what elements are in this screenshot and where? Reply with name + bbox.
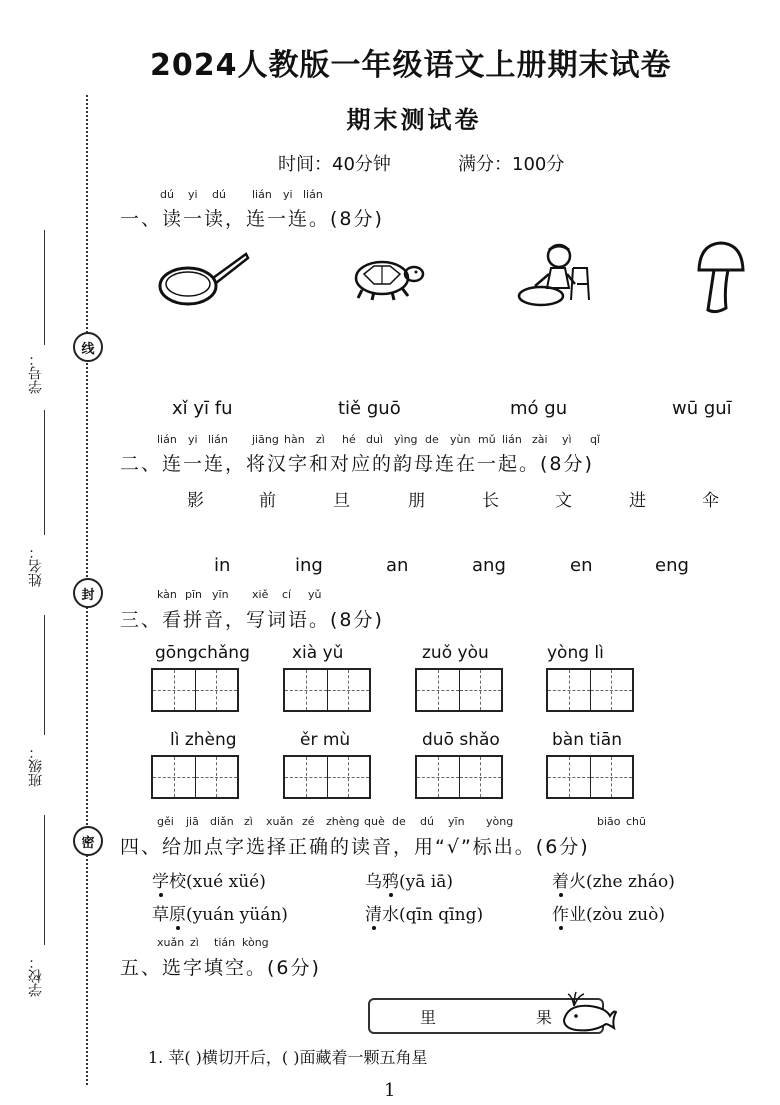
choice-guo: 果 [535,1007,552,1027]
section1-pinyin-5: lián [303,188,323,201]
school-field[interactable] [44,815,45,945]
question-5-1: 1. 苹( )横切开后，( )面藏着一颗五角星 [148,1048,428,1067]
section4-item-1: 乌鸦(yā iā) [365,872,453,892]
section4-pinyin-10: yīn [448,815,465,828]
writing-grid-7[interactable] [415,755,503,799]
section4-title: 四、给加点字选择正确的读音，用“√”标出。(6分) [120,836,590,858]
seal-seal: 封 [73,578,103,608]
section2-char-3: 朋 [408,491,425,511]
section1-word-1: tiě guō [338,398,401,419]
student-name-label: 姓名： [28,545,44,587]
section2-title: 二、连一连，将汉字和对应的韵母连在一起。(8分) [120,453,594,475]
section3-pinyin-5: yǔ [308,588,322,601]
section3-pinyin-0: kàn [157,588,177,601]
section2-pinyin-2: lián [208,433,228,446]
section5-pinyin-1: zì [190,936,199,949]
dotted-char: 作 [552,905,569,925]
student-number-label: 学号： [28,352,44,394]
section3-row1-word-3: yòng lì [547,643,604,663]
writing-grid-3[interactable] [415,668,503,712]
section4-pinyin-3: zì [244,815,253,828]
section4-item-5: 作业(zòu zuò) [552,905,665,925]
section2-final-3: ang [472,555,506,576]
section2-pinyin-10: yùn [450,433,471,446]
section1-pinyin-0: dú [160,188,174,201]
section2-final-4: en [570,555,593,576]
section2-pinyin-3: jiāng [252,433,279,446]
section2-final-1: ing [295,555,323,576]
section2-pinyin-1: yi [188,433,198,446]
section3-row2-word-1: ěr mù [300,730,351,750]
section1-word-2: mó gu [510,398,568,419]
section4-pinyin-9: dú [420,815,434,828]
section4-pinyin-2: diǎn [210,815,234,828]
score-label: 满分：100分 [458,154,565,175]
section4-pinyin-13: chū [626,815,646,828]
section4-pinyin-7: què [364,815,385,828]
section2-final-2: an [386,555,409,576]
section4-item-4: 清水(qīn qīng) [365,905,484,925]
section4-pinyin-0: gěi [157,815,174,828]
section4-pinyin-1: jiā [186,815,199,828]
section2-pinyin-6: hé [342,433,356,446]
dotted-char: 鸦 [382,872,399,892]
section1-pinyin-1: yi [188,188,198,201]
section2-pinyin-9: de [425,433,439,446]
dotted-char: 着 [552,872,569,892]
section3-row2-word-2: duō shǎo [422,730,500,750]
section1-title: 一、读一读，连一连。(8分) [120,208,384,230]
section3-pinyin-1: pīn [185,588,203,601]
section2-pinyin-15: qǐ [590,433,601,446]
section2-char-5: 文 [555,491,572,511]
section1-pinyin-3: lián [252,188,272,201]
dotted-char: 学 [152,872,169,892]
writing-grid-4[interactable] [546,668,634,712]
section2-pinyin-7: duì [366,433,384,446]
section3-row2-word-3: bàn tiān [552,730,622,750]
section5-pinyin-3: kòng [242,936,269,949]
section2-pinyin-14: yì [562,433,572,446]
section2-char-6: 进 [629,491,646,511]
section4-pinyin-8: de [392,815,406,828]
dotted-char: 清 [365,905,382,925]
class-field[interactable] [44,615,45,735]
seal-secret: 密 [73,826,103,856]
section2-pinyin-12: lián [502,433,522,446]
section3-pinyin-4: cí [282,588,292,601]
section2-char-0: 影 [187,491,204,511]
whale-icon [560,990,618,1034]
section4-pinyin-4: xuǎn [266,815,294,828]
section3-pinyin-3: xiě [252,588,269,601]
child-eating-icon [515,240,595,312]
frying-pan-icon [158,248,250,308]
page-subtitle: 期末测试卷 [346,106,482,134]
choice-li: 里 [419,1007,436,1027]
time-label: 时间：40分钟 [278,154,391,175]
section2-char-2: 旦 [333,491,350,511]
section3-title: 三、看拼音，写词语。(8分) [120,609,384,631]
section1-pinyin-4: yi [283,188,293,201]
section2-pinyin-5: zì [316,433,325,446]
section5-pinyin-2: tián [214,936,236,949]
section4-item-0: 学校(xué xüé) [152,872,266,892]
section5-pinyin-0: xuǎn [157,936,185,949]
page-title: 2024人教版一年级语文上册期末试卷 [150,48,672,83]
section3-row2-word-0: lì zhèng [170,730,237,750]
writing-grid-1[interactable] [151,668,239,712]
writing-grid-8[interactable] [546,755,634,799]
section2-char-4: 长 [482,491,499,511]
section2-pinyin-0: lián [157,433,177,446]
writing-grid-6[interactable] [283,755,371,799]
section4-item-2: 着火(zhe zháo) [552,872,675,892]
section2-pinyin-4: hàn [284,433,305,446]
student-name-field[interactable] [44,410,45,535]
dotted-char: 原 [169,905,186,925]
section2-final-5: eng [655,555,689,576]
seal-line: 线 [73,332,103,362]
section2-char-1: 前 [259,491,276,511]
writing-grid-2[interactable] [283,668,371,712]
section5-title: 五、选字填空。(6分) [120,957,321,979]
section2-pinyin-13: zài [532,433,548,446]
turtle-icon [350,252,426,302]
section1-word-3: wū guī [672,398,732,419]
section3-row1-word-0: gōngchǎng [155,643,250,663]
section4-item-3: 草原(yuán yüán) [152,905,288,925]
section3-row1-word-1: xià yǔ [292,643,344,663]
section3-pinyin-2: yīn [212,588,229,601]
class-label: 班级： [28,745,44,787]
section2-pinyin-11: mǔ [478,433,496,446]
school-label: 学校： [28,955,44,997]
section1-word-0: xǐ yī fu [172,398,233,419]
section4-pinyin-11: yòng [486,815,514,828]
section3-row1-word-2: zuǒ yòu [422,643,489,663]
section4-pinyin-6: zhèng [326,815,360,828]
page-number: 1 [384,1080,396,1101]
section2-pinyin-8: yìng [394,433,418,446]
writing-grid-5[interactable] [151,755,239,799]
student-number-field[interactable] [44,230,45,345]
mushroom-icon [696,240,746,314]
section4-pinyin-12: biāo [597,815,621,828]
section4-pinyin-5: zé [302,815,315,828]
section2-char-7: 伞 [702,491,719,511]
section1-pinyin-2: dú [212,188,226,201]
section2-final-0: in [214,555,231,576]
